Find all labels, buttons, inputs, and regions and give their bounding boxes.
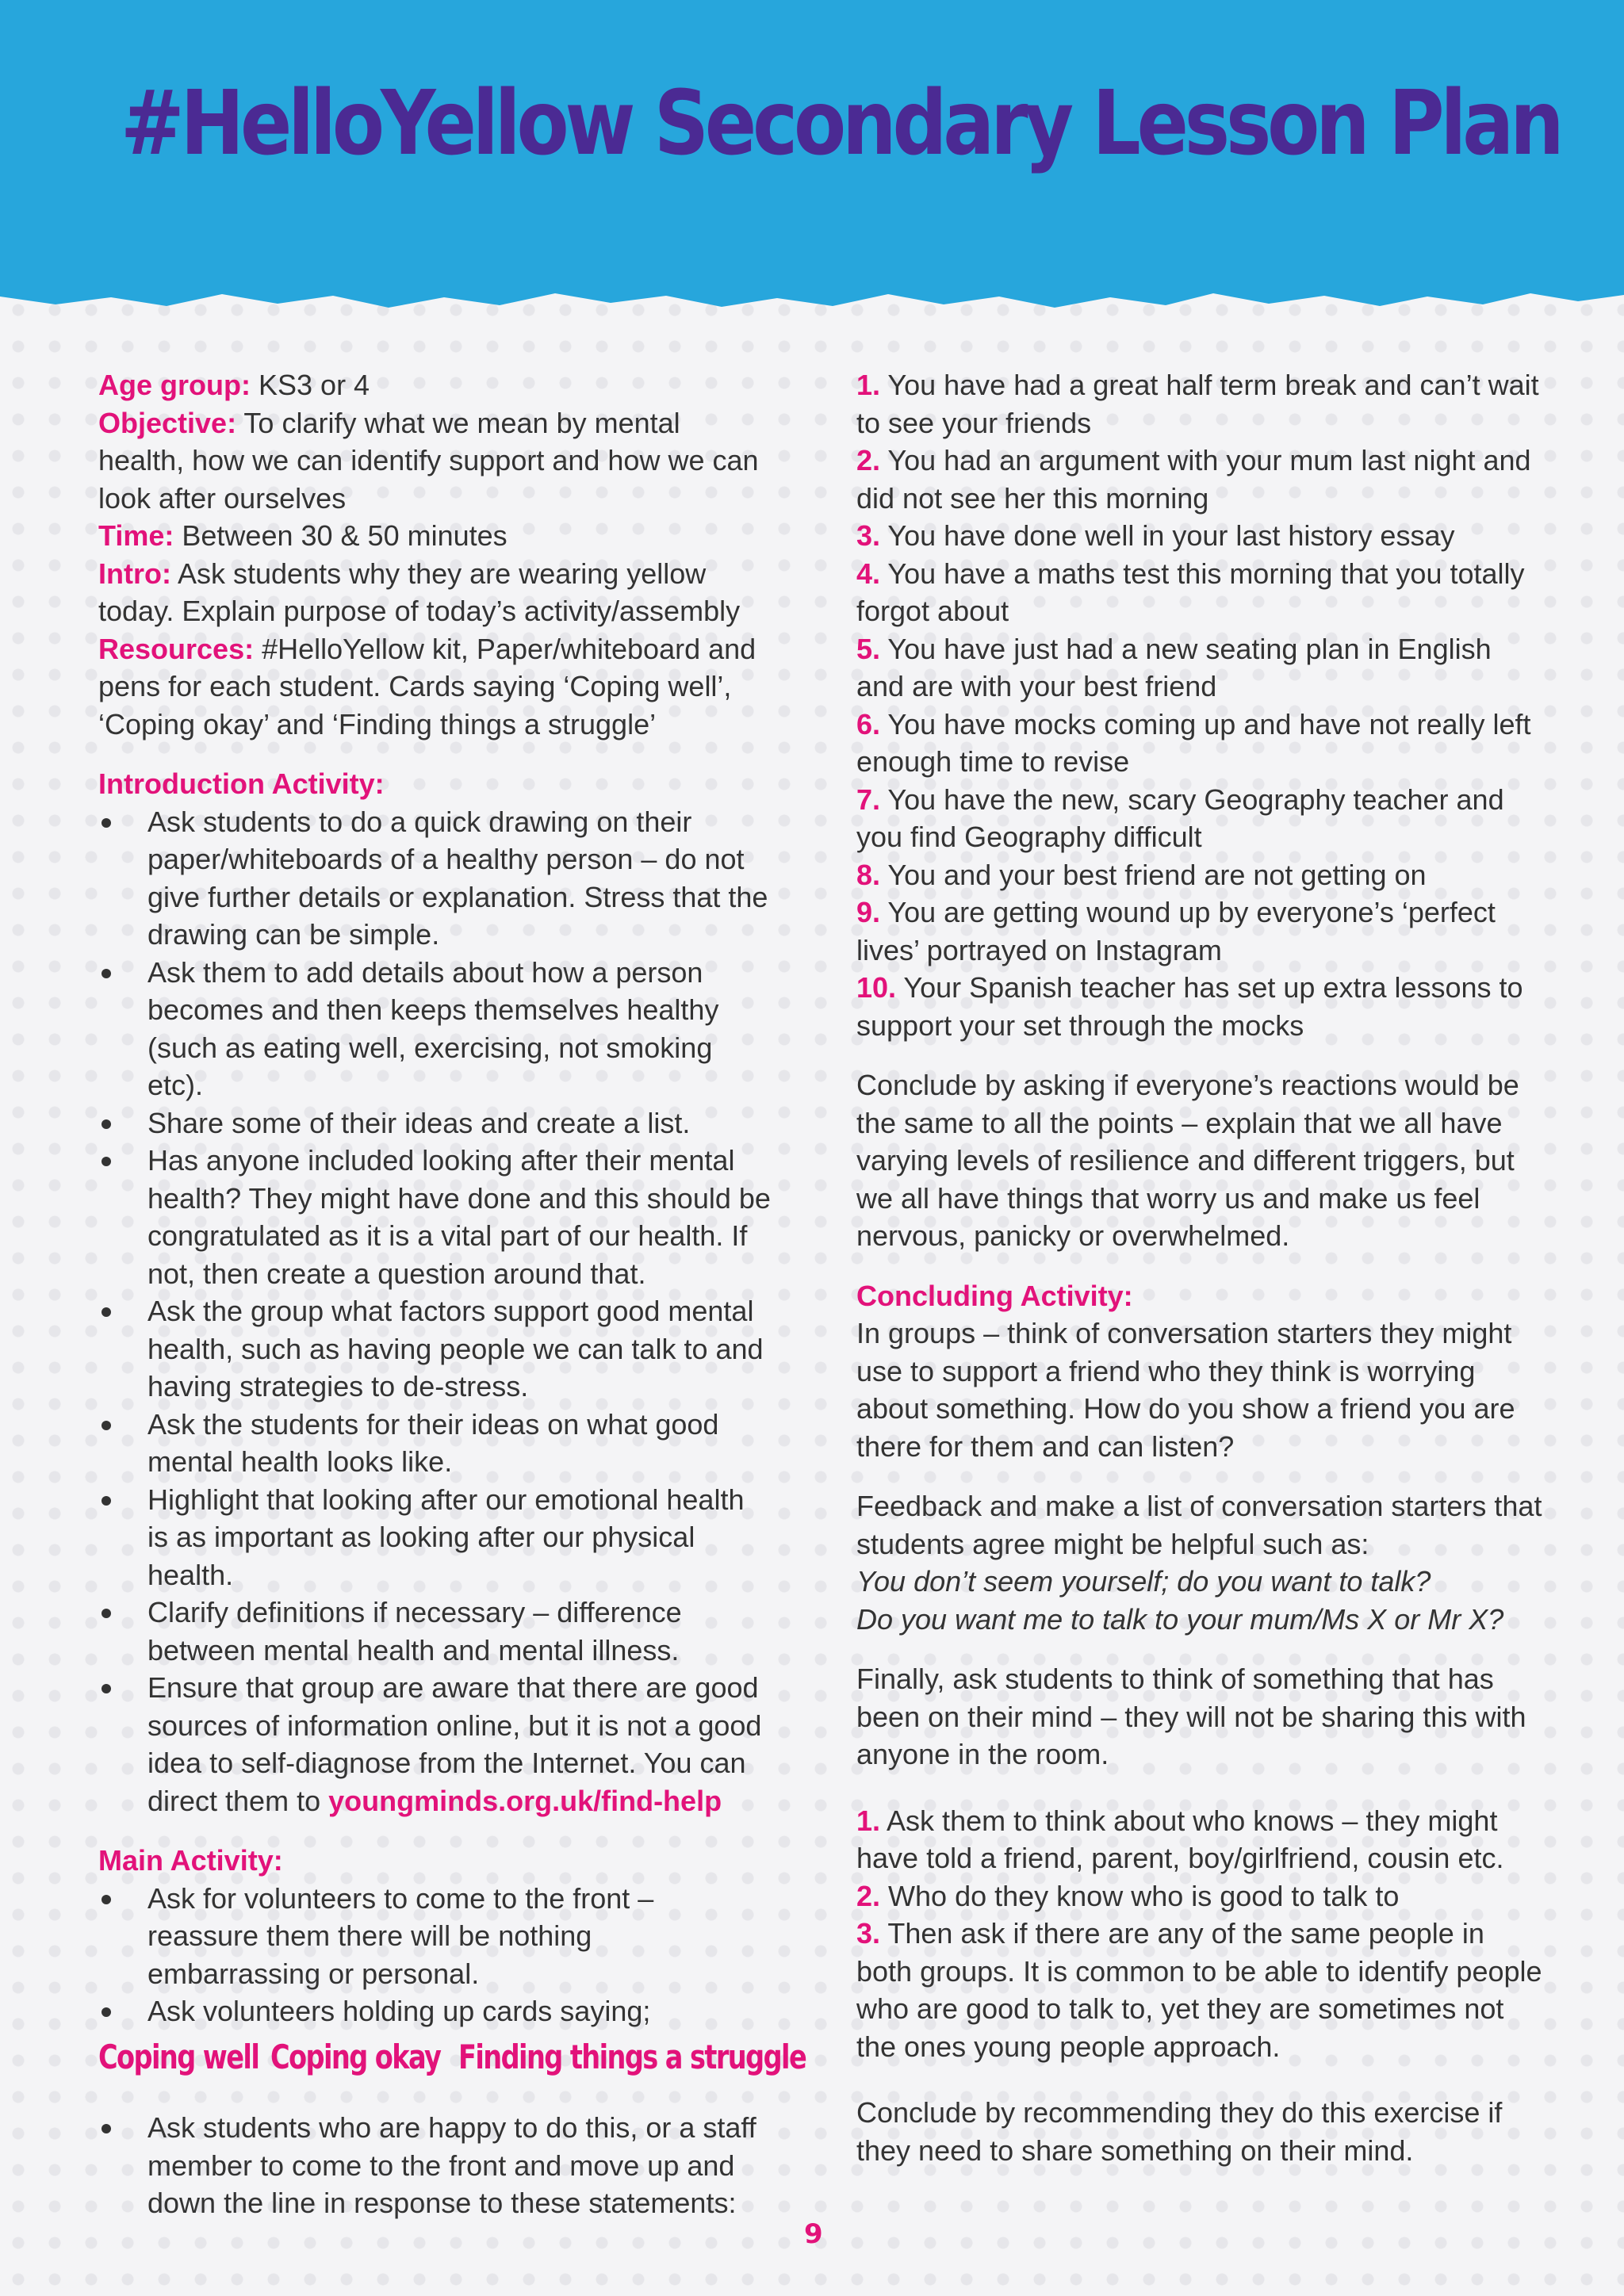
introduction-heading: Introduction Activity: — [98, 767, 385, 800]
list-item-text: Ask the group what factors support good mental health, such as having people we can talk to and having strategies to de-stress. — [147, 1295, 764, 1402]
step-text: Who do they know who is good to talk to — [888, 1879, 1400, 1912]
left-column — [98, 366, 806, 2244]
bullet-icon — [102, 818, 111, 828]
step-item — [856, 1915, 1546, 2065]
step-item — [856, 1877, 1546, 1915]
card-wrap — [270, 2038, 445, 2078]
list-item — [98, 1880, 772, 1993]
main-activity-list-continued — [98, 2109, 772, 2222]
bullet-icon — [102, 2124, 111, 2133]
list-item-text: Ensure that group are aware that there are good sources of information online, but it is not a good idea to self-diagnose from the Internet. You can direct them to — [147, 1671, 762, 1817]
list-item — [98, 803, 772, 954]
example-starter-1: You don’t seem yourself; do you want to talk? — [856, 1565, 1431, 1598]
card-finding-things-a-struggle: Finding things a struggle — [458, 2037, 806, 2076]
list-item-text: Ask volunteers holding up cards saying; — [147, 1995, 651, 2027]
statement-text: You had an argument with your mum last night and did not see her this morning — [856, 444, 1531, 515]
statement-item — [856, 442, 1546, 517]
list-item-text: Ask students who are happy to do this, or a staff member to come to the front and move up and down the line in response to these statements: — [147, 2111, 756, 2219]
bullet-icon — [102, 1119, 111, 1129]
bullet-icon — [102, 1895, 111, 1904]
step-number: 1. — [856, 1804, 881, 1837]
statement-number: 6. — [856, 707, 881, 740]
statement-number: 4. — [856, 557, 881, 590]
statement-text: You have just had a new seating plan in English and are with your best friend — [856, 632, 1492, 702]
lesson-meta — [98, 366, 772, 743]
statements-list — [856, 366, 1546, 1044]
bullet-icon — [102, 1421, 111, 1430]
main-activity-list — [98, 1880, 772, 2030]
resources-value: #HelloYellow kit, Paper/whiteboard and pens for each student. Cards saying ‘Coping well’, ‘Coping okay’ and ‘Finding things a struggle’ — [98, 632, 756, 740]
youngminds-link[interactable]: youngminds.org.uk/find-help — [328, 1784, 722, 1817]
statement-number: 5. — [856, 632, 881, 665]
step-number: 2. — [856, 1879, 881, 1912]
statement-text: You have had a great half term break and can’t wait to see your friends — [856, 369, 1539, 439]
resources-line — [98, 630, 772, 744]
bullet-icon — [102, 1496, 111, 1506]
statement-number: 1. — [856, 369, 881, 401]
age-value: KS3 or 4 — [259, 369, 370, 401]
objective-value: To clarify what we mean by mental health, how we can identify support and how we can look after ourselves — [98, 406, 759, 515]
step-number: 3. — [856, 1917, 881, 1950]
list-item-text: Ask students to do a quick drawing on their paper/whiteboards of a healthy person – do not give further details or explanation. Stress that the drawing can be simple. — [147, 805, 768, 951]
statement-text: You and your best friend are not getting on — [887, 858, 1427, 891]
list-item — [98, 1481, 772, 1594]
bullet-icon — [102, 2007, 111, 2017]
card-wrap — [98, 2038, 257, 2078]
list-item-text: Ask for volunteers to come to the front – reassure them there will be nothing embarrassing or personal. — [147, 1881, 654, 1990]
list-item-text: Ask them to add details about how a person becomes and then keeps themselves healthy (such as eating well, exercising, not smoking etc). — [147, 955, 719, 1101]
list-item — [98, 1594, 772, 1669]
bullet-icon — [102, 1157, 111, 1166]
intro-value: Ask students why they are wearing yellow today. Explain purpose of today’s activity/assembly — [98, 557, 741, 627]
statement-item — [856, 366, 1546, 442]
resources-label: Resources: — [98, 632, 255, 665]
page-number: 9 — [804, 2218, 823, 2250]
bullet-icon — [102, 1307, 111, 1317]
statement-item — [856, 555, 1546, 630]
card-coping-well: Coping well — [98, 2037, 259, 2076]
list-item — [98, 1992, 772, 2030]
statement-number: 8. — [856, 858, 881, 891]
statement-text: You have the new, scary Geography teacher and you find Geography difficult — [856, 783, 1504, 853]
list-item-text: Highlight that looking after our emotional health is as important as looking after our physical health. — [147, 1483, 745, 1591]
statement-text: Your Spanish teacher has set up extra lessons to support your set through the mocks — [856, 971, 1523, 1042]
final-paragraph: Conclude by recommending they do this exercise if they need to share something on their mind. — [856, 2096, 1503, 2167]
torn-edge — [0, 270, 1624, 317]
concluding-paragraph-2 — [856, 1487, 1546, 1638]
right-column — [856, 366, 1546, 2191]
statement-number: 2. — [856, 444, 881, 476]
statement-item — [856, 969, 1546, 1044]
card-wrap — [458, 2037, 806, 2078]
concluding-steps — [856, 1802, 1546, 2066]
bullet-icon — [102, 1684, 111, 1693]
statement-item — [856, 630, 1546, 706]
intro-label: Intro: — [98, 557, 171, 590]
statement-text: You have a maths test this morning that you totally forgot about — [856, 557, 1525, 627]
introduction-list — [98, 803, 772, 1820]
concluding-paragraph-2-text: Feedback and make a list of conversation starters that students agree might be helpful such as: — [856, 1490, 1542, 1560]
statement-item — [856, 706, 1546, 781]
list-item — [98, 1142, 772, 1292]
statement-number: 10. — [856, 971, 897, 1004]
statement-text: You have done well in your last history essay — [887, 519, 1455, 552]
list-item-text: Share some of their ideas and create a list. — [147, 1106, 691, 1139]
time-line — [98, 517, 772, 555]
page-title: #HelloYellow Secondary Lesson Plan — [121, 72, 1561, 175]
example-starter-2: Do you want me to talk to your mum/Ms X or Mr X? — [856, 1602, 1504, 1636]
concluding-paragraph-1: In groups – think of conversation starters they might use to support a friend who they think is worrying about something. How do you show a friend you are there for them and can listen? — [856, 1317, 1515, 1463]
time-value: Between 30 & 50 minutes — [182, 519, 508, 552]
bullet-icon — [102, 1609, 111, 1618]
statement-item — [856, 894, 1546, 969]
statement-item — [856, 781, 1546, 856]
bullet-icon — [102, 969, 111, 978]
time-label: Time: — [98, 519, 174, 552]
list-item-text: Clarify definitions if necessary – difference between mental health and mental illness. — [147, 1596, 682, 1667]
list-item — [98, 1292, 772, 1406]
statement-number: 7. — [856, 783, 881, 816]
statement-item — [856, 856, 1546, 894]
objective-line — [98, 404, 772, 518]
statement-number: 3. — [856, 519, 881, 552]
list-item — [98, 2109, 772, 2222]
list-item — [98, 1669, 772, 1820]
objective-label: Objective: — [98, 406, 237, 439]
list-item — [98, 1104, 772, 1142]
step-text: Ask them to think about who knows – they might have told a friend, parent, boy/girlfriend, cousin etc. — [856, 1804, 1504, 1874]
concluding-paragraph-3: Finally, ask students to think of something that has been on their mind – they will not be sharing this with anyone in the room. — [856, 1663, 1526, 1770]
age-label: Age group: — [98, 369, 251, 401]
step-text: Then ask if there are any of the same people in both groups. It is common to be able to identify people who are good to talk to, yet they are sometimes not the ones young people approach. — [856, 1917, 1542, 2063]
list-item — [98, 1406, 772, 1481]
statement-number: 9. — [856, 896, 881, 928]
list-item-text: Has anyone included looking after their mental health? They might have done and this should be congratulated as it is a vital part of our health. If not, then create a question around that. — [147, 1144, 771, 1290]
main-activity-heading: Main Activity: — [98, 1844, 283, 1877]
age-group-line — [98, 366, 772, 404]
statement-text: You are getting wound up by everyone’s ‘perfect lives’ portrayed on Instagram — [856, 896, 1496, 966]
list-item — [98, 954, 772, 1104]
card-coping-okay: Coping okay — [270, 2037, 441, 2076]
concluding-heading: Concluding Activity: — [856, 1279, 1133, 1312]
step-item — [856, 1802, 1546, 1877]
conclude-paragraph: Conclude by asking if everyone’s reactions would be the same to all the points – explain that we all have varying levels of resilience and different triggers, but we all have things that worry us and make us feel nervous, panicky or overwhelmed. — [856, 1069, 1519, 1252]
card-labels — [98, 2037, 806, 2078]
list-item-text: Ask the students for their ideas on what good mental health looks like. — [147, 1407, 719, 1478]
intro-line — [98, 555, 772, 630]
statement-text: You have mocks coming up and have not really left enough time to revise — [856, 707, 1531, 778]
statement-item — [856, 517, 1546, 555]
